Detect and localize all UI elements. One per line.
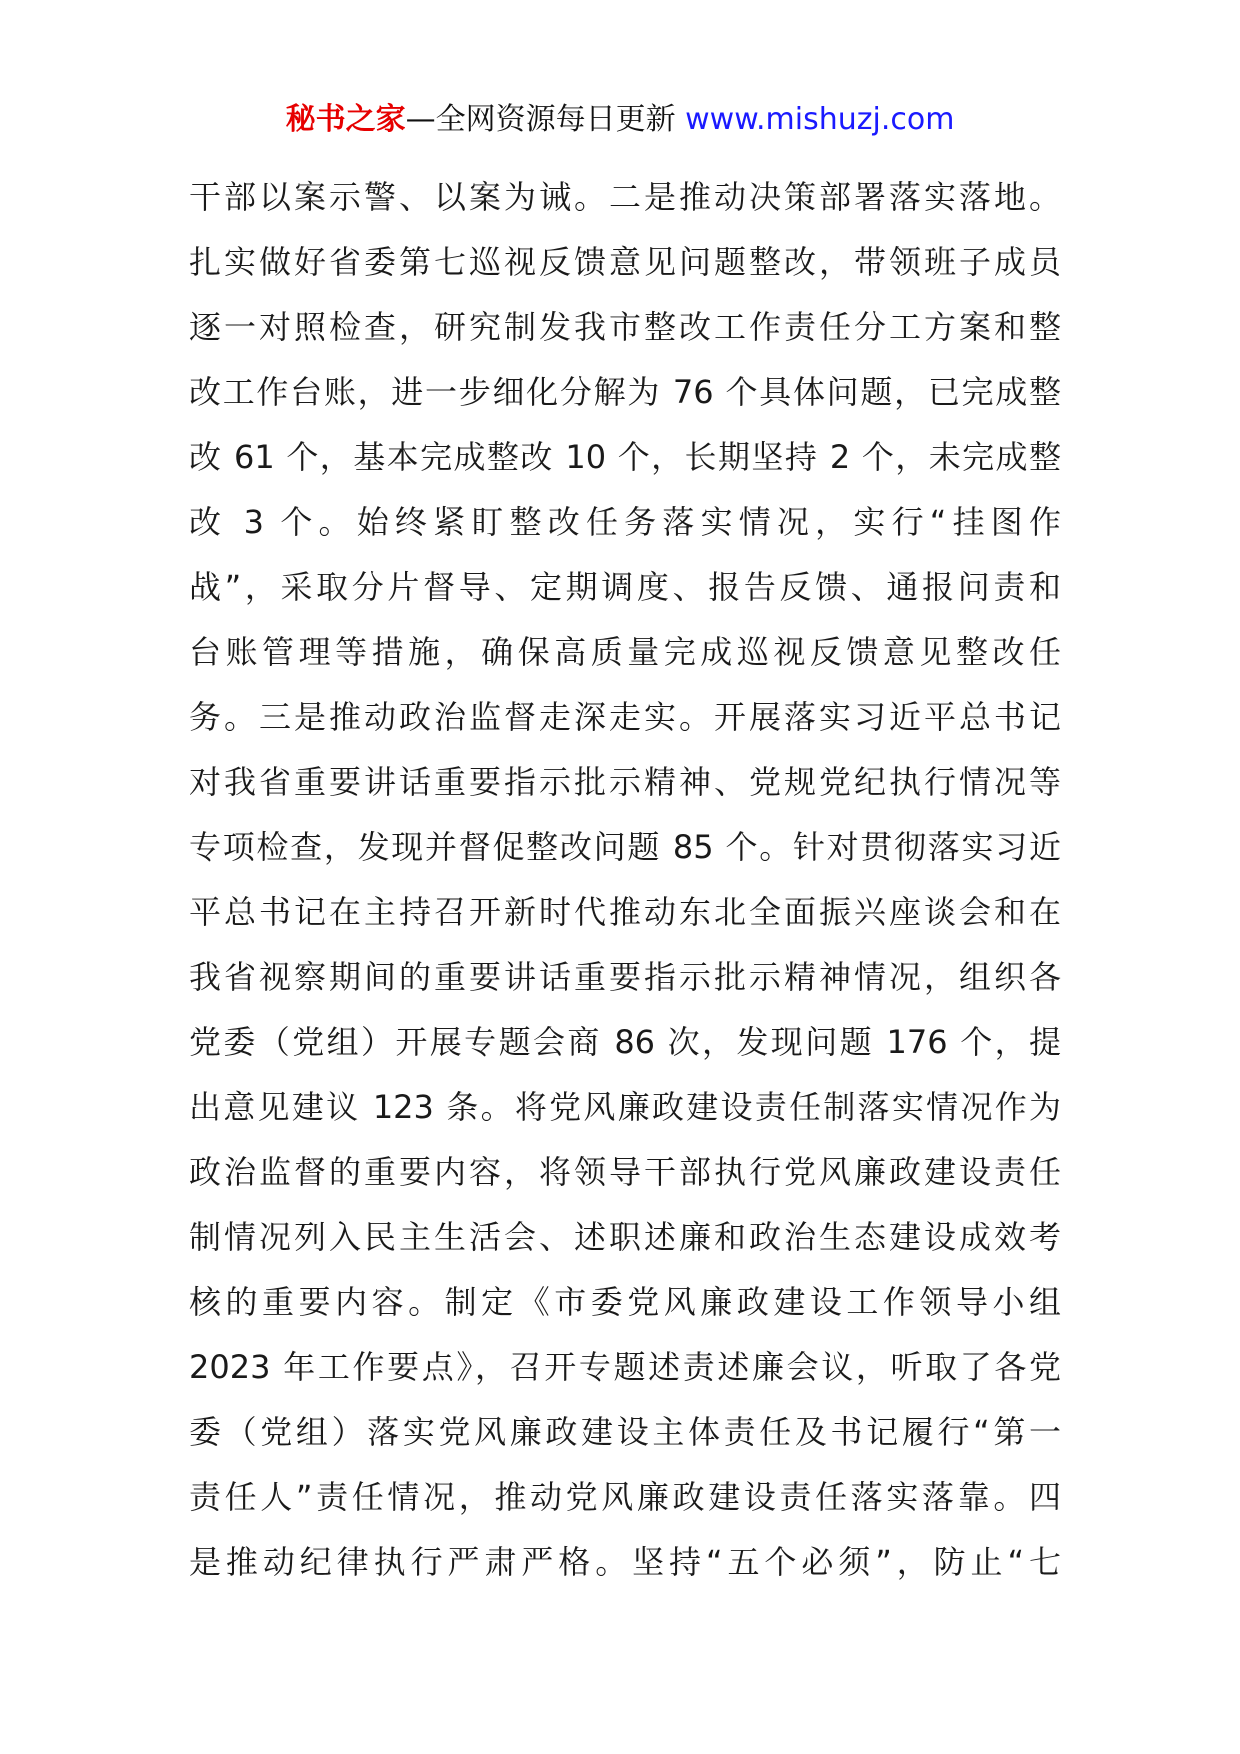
text-line: 责任人”责任情况，推动党风廉政建设责任落实落靠。四 bbox=[189, 1478, 1061, 1516]
text-line: 台账管理等措施，确保高质量完成巡视反馈意见整改任 bbox=[189, 633, 1061, 671]
text-line: 党委（党组）开展专题会商 86 次，发现问题 176 个，提 bbox=[189, 1023, 1061, 1061]
body-text bbox=[189, 165, 1061, 1595]
text-line: 核的重要内容。制定《市委党风廉政建设工作领导小组 bbox=[189, 1283, 1061, 1321]
text-line: 逐一对照检查，研究制发我市整改工作责任分工方案和整 bbox=[189, 308, 1061, 346]
text-line: 干部以案示警、以案为诫。二是推动决策部署落实落地。 bbox=[189, 178, 1061, 216]
text-line: 我省视察期间的重要讲话重要指示批示精神情况，组织各 bbox=[189, 958, 1061, 996]
page-header bbox=[0, 100, 1240, 140]
text-line: 2023 年工作要点》，召开专题述责述廉会议，听取了各党 bbox=[189, 1348, 1061, 1386]
text-line: 委（党组）落实党风廉政建设主体责任及书记履行“第一 bbox=[189, 1413, 1061, 1451]
text-line: 专项检查，发现并督促整改问题 85 个。针对贯彻落实习近 bbox=[189, 828, 1061, 866]
text-line: 改工作台账，进一步细化分解为 76 个具体问题，已完成整 bbox=[189, 373, 1061, 411]
text-line: 改 3 个。始终紧盯整改任务落实情况，实行“挂图作 bbox=[189, 503, 1061, 541]
text-line: 是推动纪律执行严肃严格。坚持“五个必须”，防止“七 bbox=[189, 1543, 1061, 1581]
text-line: 出意见建议 123 条。将党风廉政建设责任制落实情况作为 bbox=[189, 1088, 1061, 1126]
header-url-link[interactable]: www.mishuzj.com bbox=[685, 102, 955, 137]
text-line: 平总书记在主持召开新时代推动东北全面振兴座谈会和在 bbox=[189, 893, 1061, 931]
header-slogan: —全网资源每日更新 bbox=[405, 102, 686, 137]
text-line: 扎实做好省委第七巡视反馈意见问题整改，带领班子成员 bbox=[189, 243, 1061, 281]
header-brand: 秘书之家 bbox=[285, 102, 406, 137]
text-line: 务。三是推动政治监督走深走实。开展落实习近平总书记 bbox=[189, 698, 1061, 736]
text-line: 制情况列入民主生活会、述职述廉和政治生态建设成效考 bbox=[189, 1218, 1061, 1256]
text-line: 政治监督的重要内容，将领导干部执行党风廉政建设责任 bbox=[189, 1153, 1061, 1191]
text-line: 改 61 个，基本完成整改 10 个，长期坚持 2 个，未完成整 bbox=[189, 438, 1061, 476]
text-line: 战”，采取分片督导、定期调度、报告反馈、通报问责和 bbox=[189, 568, 1061, 606]
text-line: 对我省重要讲话重要指示批示精神、党规党纪执行情况等 bbox=[189, 763, 1061, 801]
